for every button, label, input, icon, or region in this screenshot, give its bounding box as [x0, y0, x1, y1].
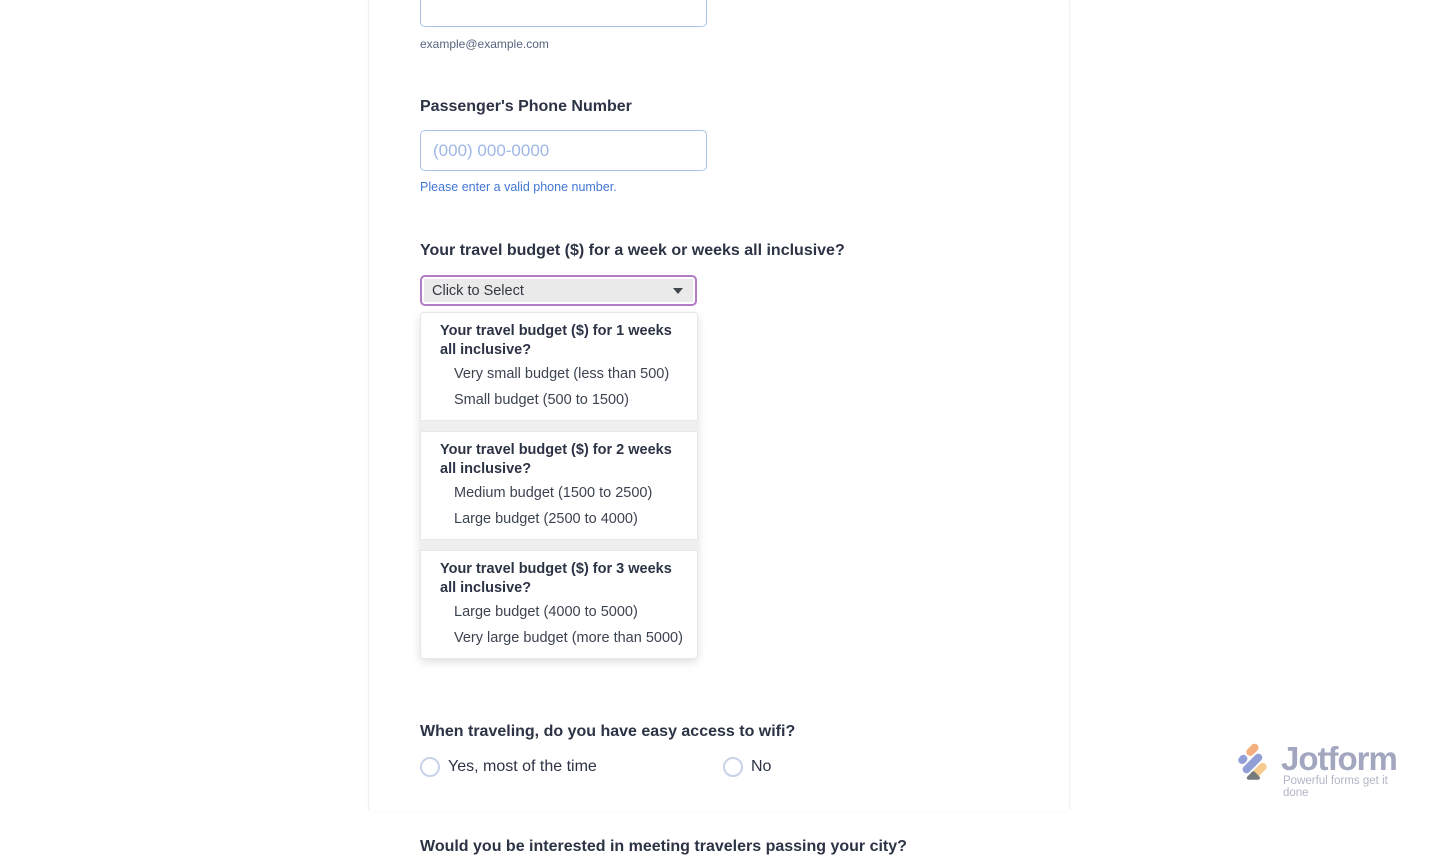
budget-option[interactable]: Very small budget (less than 500) — [454, 366, 670, 382]
phone-validation-message: Please enter a valid phone number. — [420, 180, 617, 194]
wifi-radio-no[interactable] — [723, 757, 771, 777]
form-card — [368, 0, 1070, 855]
budget-group-3-header: Your travel budget ($) for 3 weeks all inclusive? — [440, 561, 672, 596]
chevron-down-icon — [673, 288, 683, 294]
wifi-radio-yes-label: Yes, most of the time — [448, 758, 597, 775]
budget-question — [420, 241, 1018, 659]
budget-option[interactable]: Very large budget (more than 5000) — [454, 630, 683, 646]
email-sublabel: example@example.com — [420, 37, 549, 51]
budget-select[interactable] — [420, 275, 697, 306]
jotform-brand-text — [1281, 740, 1408, 799]
budget-option[interactable]: Large budget (4000 to 5000) — [454, 604, 638, 620]
jotform-logo-icon — [1233, 744, 1275, 786]
budget-group-2-header: Your travel budget ($) for 2 weeks all inclusive? — [440, 442, 672, 477]
budget-option[interactable]: Large budget (2500 to 4000) — [454, 511, 638, 527]
wifi-radio-yes[interactable] — [420, 757, 723, 777]
wifi-label: When traveling, do you have easy access to wifi? — [420, 723, 796, 740]
budget-group-1 — [420, 312, 698, 421]
wifi-radio-no-label: No — [751, 758, 772, 775]
email-question — [420, 0, 1018, 51]
jotform-brand-name: Jotform — [1281, 740, 1397, 777]
meeting-question — [420, 837, 1018, 857]
wifi-radio-group — [420, 757, 1018, 777]
jotform-tagline: Powerful forms get it done — [1283, 775, 1388, 799]
budget-select-value: Click to Select — [432, 282, 524, 299]
budget-option[interactable]: Small budget (500 to 1500) — [454, 392, 629, 408]
budget-group-3 — [420, 550, 698, 659]
email-input[interactable] — [420, 0, 707, 27]
radio-circle-icon[interactable] — [420, 757, 440, 777]
budget-dropdown-panel — [420, 312, 698, 659]
budget-group-2 — [420, 431, 698, 540]
phone-input[interactable] — [420, 130, 707, 171]
wifi-question — [420, 722, 1018, 777]
phone-label: Passenger's Phone Number — [420, 98, 632, 115]
phone-question — [420, 97, 1018, 194]
jotform-branding[interactable] — [1233, 740, 1408, 799]
budget-label: Your travel budget ($) for a week or weeks all inclusive? — [420, 242, 845, 259]
meeting-label: Would you be interested in meeting travelers passing your city? — [420, 838, 907, 855]
radio-circle-icon[interactable] — [723, 757, 743, 777]
budget-option[interactable]: Medium budget (1500 to 2500) — [454, 485, 653, 501]
budget-group-1-header: Your travel budget ($) for 1 weeks all inclusive? — [440, 323, 672, 358]
